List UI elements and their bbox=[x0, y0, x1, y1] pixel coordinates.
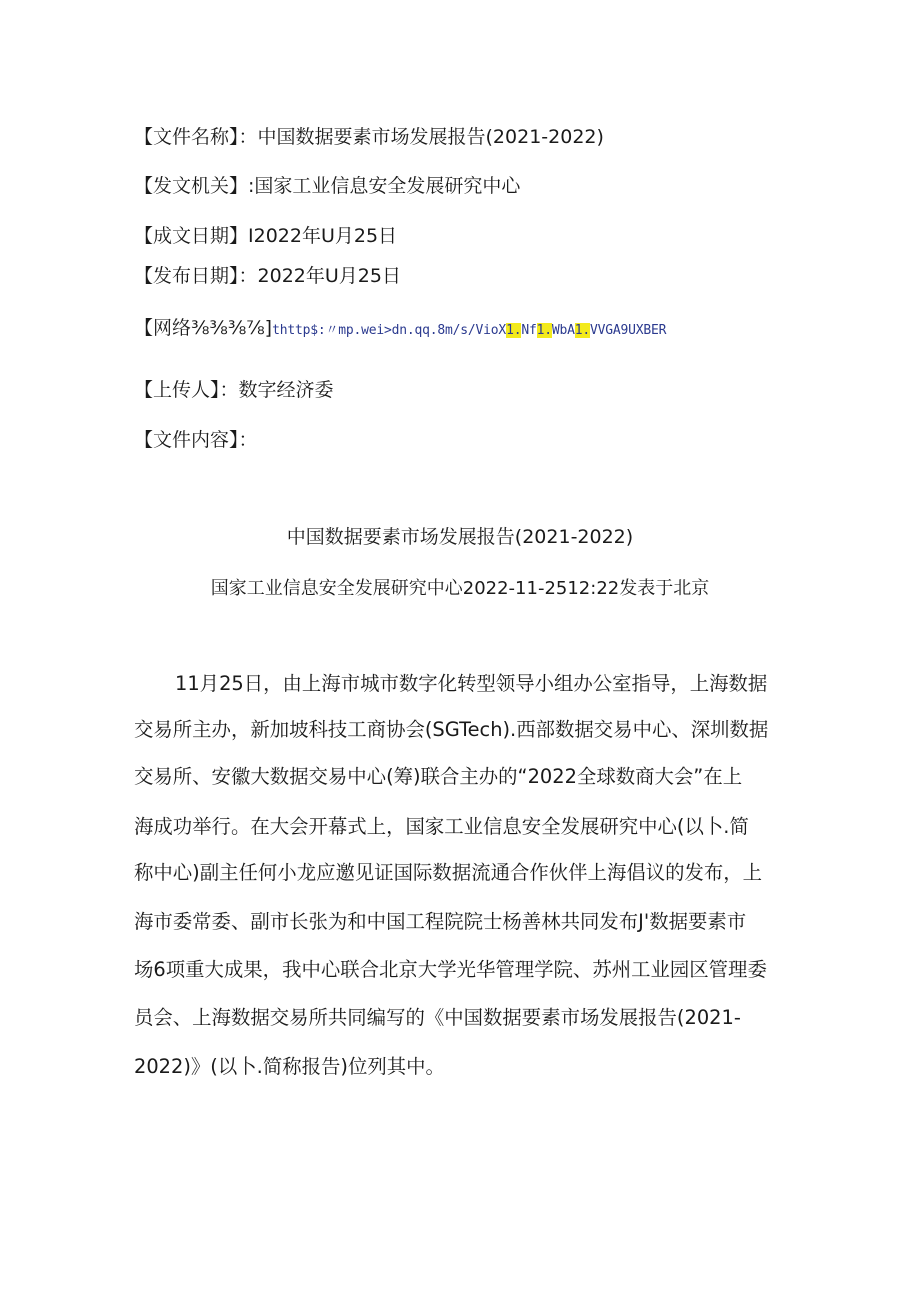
body-line: 场6项重大成果，我中心联合北京大学光华管理学院、苏州工业园区管理委 bbox=[134, 958, 767, 981]
url-label: 【网络⅜⅜⅜⅞] bbox=[134, 317, 273, 339]
content-label-row bbox=[134, 431, 258, 450]
uploader-row bbox=[134, 381, 334, 400]
url-part: Nf bbox=[521, 323, 537, 338]
body-line: 2022)》(以卜.简称报告)位列其中。 bbox=[134, 1055, 445, 1078]
url-part-highlight: 1. bbox=[536, 323, 552, 338]
content-label: 【文件内容】： bbox=[134, 429, 258, 451]
article-byline: 国家工业信息安全发展研究中心2022-11-2512:22发表于北京 bbox=[210, 578, 710, 599]
body-line: 交易所、安徽大数据交易中心(筹)联合主办的“2022全球数商大会”在上 bbox=[134, 765, 743, 788]
issuer-label: 【发文机关】: bbox=[134, 175, 255, 197]
filename-value: 中国数据要素市场发展报告(2021-2022) bbox=[257, 126, 604, 148]
uploader-value: 数字经济委 bbox=[238, 379, 334, 401]
issuer-value: 国家工业信息安全发展研究中心 bbox=[254, 175, 521, 197]
url-part: VVGA9UXBER bbox=[590, 323, 667, 338]
body-line: 海成功举行。在大会开幕式上，国家工业信息安全发展研究中心(以卜.简 bbox=[134, 815, 749, 838]
issuer-row bbox=[134, 177, 520, 196]
filename-row bbox=[134, 128, 604, 147]
body-line: 员会、上海数据交易所共同编写的《中国数据要素市场发展报告(2021- bbox=[134, 1006, 741, 1029]
url-part: WbA bbox=[551, 323, 575, 338]
written-date-label: 【成文日期】 bbox=[134, 225, 249, 247]
url-part-highlight: 1. bbox=[506, 323, 522, 338]
filename-label: 【文件名称】： bbox=[134, 126, 258, 148]
body-line: 称中心)副主任何小龙应邀见证国际数据流通合作伙伴上海倡议的发布，上 bbox=[134, 861, 763, 884]
publish-date-row bbox=[134, 267, 401, 286]
written-date-value: I2022年U月25日 bbox=[248, 225, 398, 247]
publish-date-label: 【发布日期】： bbox=[134, 265, 258, 287]
uploader-label: 【上传人】： bbox=[134, 379, 239, 401]
url-part-highlight: 1. bbox=[574, 323, 591, 338]
body-line: 交易所主办，新加坡科技工商协会(SGTech).西部数据交易中心、深圳数据 bbox=[134, 718, 769, 741]
article-title: 中国数据要素市场发展报告(2021-2022) bbox=[286, 526, 634, 548]
written-date-row bbox=[134, 227, 397, 246]
body-line: 11月25日，由上海市城市数字化转型领导小组办公室指导，上海数据 bbox=[175, 672, 768, 695]
url-row bbox=[134, 319, 666, 338]
body-line: 海市委常委、副市长张为和中国工程院院士杨善林共同发布J'数据要素市 bbox=[134, 910, 747, 933]
url-part: thttp$:〃mp.wei>dn.qq.8m/s/VioX bbox=[272, 323, 507, 338]
source-url-link[interactable] bbox=[272, 323, 666, 338]
publish-date-value: 2022年U月25日 bbox=[257, 265, 401, 287]
